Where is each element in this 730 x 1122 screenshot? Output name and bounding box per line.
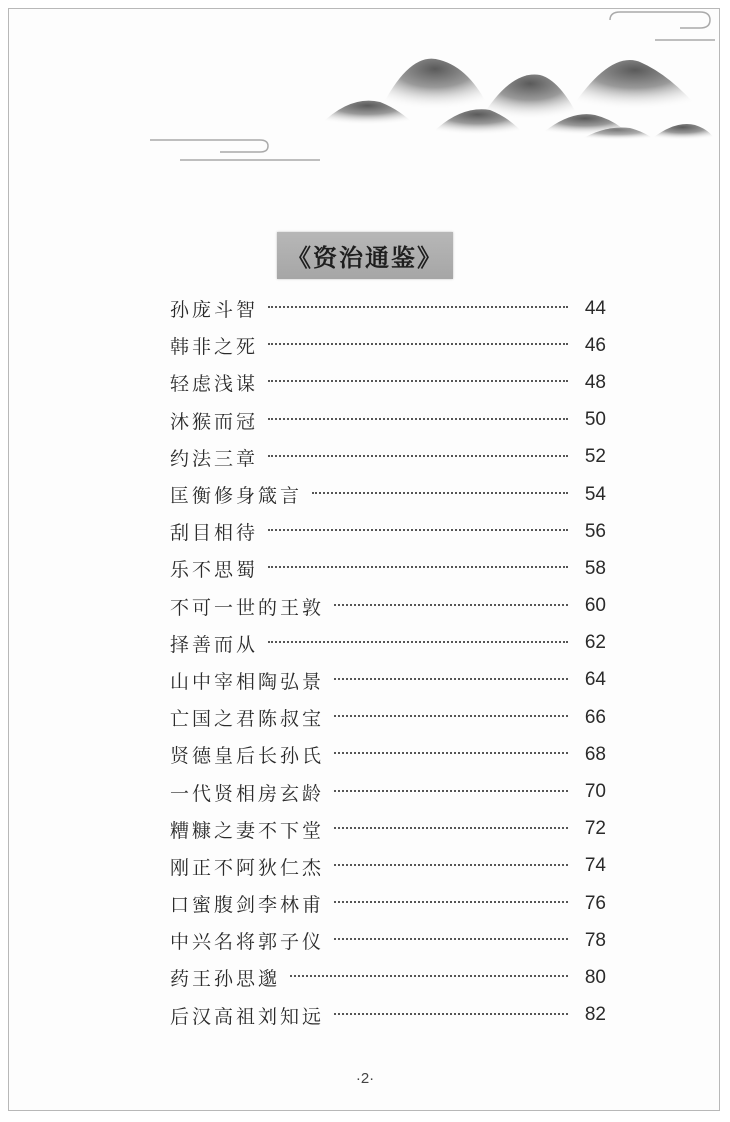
- toc-entry-title: 亡国之君陈叔宝: [170, 708, 325, 731]
- dot-leader: [268, 342, 568, 345]
- dot-leader: [268, 528, 568, 531]
- toc-entry-title: 孙庞斗智: [170, 299, 259, 322]
- toc-entry[interactable]: [170, 773, 606, 810]
- toc-entry-title: 不可一世的王敦: [170, 596, 325, 619]
- toc-entry-page: 56: [584, 520, 606, 542]
- toc-entry[interactable]: [170, 662, 606, 699]
- toc-entry-title: 药王孙思邈: [170, 968, 281, 991]
- toc-entry[interactable]: [170, 513, 606, 550]
- dot-leader: [268, 379, 568, 382]
- footer-page-number: ·2·: [355, 1070, 375, 1087]
- toc-entry-title: 中兴名将郭子仪: [170, 931, 325, 954]
- toc-entry-page: 68: [584, 743, 606, 765]
- toc-entry-title: 轻虑浅谋: [170, 373, 259, 396]
- toc-entry[interactable]: [170, 364, 606, 401]
- toc-entry-page: 62: [584, 632, 606, 654]
- toc-entry-title: 韩非之死: [170, 336, 259, 359]
- toc-entry[interactable]: [170, 439, 606, 476]
- dot-leader: [334, 751, 568, 754]
- toc-entry-title: 糟糠之妻不下堂: [170, 819, 325, 842]
- toc-entry[interactable]: [170, 290, 606, 327]
- toc-entry-page: 50: [584, 409, 606, 431]
- dot-leader: [268, 305, 568, 308]
- dot-leader: [334, 714, 568, 717]
- toc-entry-page: 52: [584, 446, 606, 468]
- mountain-cloud-decoration: [140, 10, 720, 180]
- toc-entry[interactable]: [170, 402, 606, 439]
- toc-entry[interactable]: [170, 625, 606, 662]
- dot-leader: [334, 900, 568, 903]
- section-title: 《资治通鉴》: [277, 232, 453, 279]
- toc-entry-title: 口蜜腹剑李林甫: [170, 894, 325, 917]
- toc-entry[interactable]: [170, 588, 606, 625]
- toc-entry-page: 64: [584, 669, 606, 691]
- toc-entry-title: 刮目相待: [170, 522, 259, 545]
- toc-entry-title: 乐不思蜀: [170, 559, 259, 582]
- toc-entry-title: 沐猴而冠: [170, 410, 259, 433]
- dot-leader: [334, 826, 568, 829]
- dot-leader: [290, 974, 568, 977]
- toc-entry[interactable]: [170, 997, 606, 1034]
- toc-entry-title: 择善而从: [170, 633, 259, 656]
- toc-entry-title: 贤德皇后长孙氏: [170, 745, 325, 768]
- toc-entry-page: 74: [584, 855, 606, 877]
- toc-entry[interactable]: [170, 550, 606, 587]
- toc-entry-page: 48: [584, 371, 606, 393]
- dot-leader: [334, 603, 568, 606]
- dot-leader: [268, 454, 568, 457]
- toc-entry-page: 76: [584, 892, 606, 914]
- dot-leader: [334, 863, 568, 866]
- toc-entry[interactable]: [170, 959, 606, 996]
- toc-entry-page: 70: [584, 781, 606, 803]
- table-of-contents: [170, 290, 606, 1034]
- dot-leader: [268, 640, 568, 643]
- toc-entry[interactable]: [170, 476, 606, 513]
- dot-leader: [268, 417, 568, 420]
- toc-entry[interactable]: [170, 922, 606, 959]
- toc-entry-page: 54: [584, 483, 606, 505]
- dot-leader: [334, 789, 568, 792]
- toc-entry-title: 刚正不阿狄仁杰: [170, 856, 325, 879]
- dot-leader: [268, 565, 568, 568]
- toc-entry-title: 匡衡修身箴言: [170, 485, 303, 508]
- toc-entry-page: 66: [584, 706, 606, 728]
- toc-entry-page: 44: [584, 297, 606, 319]
- section-title-container: [0, 232, 730, 279]
- toc-entry-page: 60: [584, 595, 606, 617]
- toc-entry[interactable]: [170, 811, 606, 848]
- toc-entry-page: 78: [584, 929, 606, 951]
- toc-entry-page: 82: [584, 1004, 606, 1026]
- dot-leader: [312, 491, 568, 494]
- toc-entry-page: 72: [584, 818, 606, 840]
- toc-entry-title: 约法三章: [170, 447, 259, 470]
- dot-leader: [334, 1012, 568, 1015]
- toc-entry[interactable]: [170, 699, 606, 736]
- toc-entry-page: 80: [584, 966, 606, 988]
- toc-entry-page: 46: [584, 334, 606, 356]
- toc-entry-title: 一代贤相房玄龄: [170, 782, 325, 805]
- toc-entry-page: 58: [584, 557, 606, 579]
- toc-entry[interactable]: [170, 327, 606, 364]
- toc-entry[interactable]: [170, 885, 606, 922]
- dot-leader: [334, 677, 568, 680]
- toc-entry[interactable]: [170, 736, 606, 773]
- dot-leader: [334, 937, 568, 940]
- toc-entry-title: 山中宰相陶弘景: [170, 670, 325, 693]
- toc-entry[interactable]: [170, 848, 606, 885]
- toc-entry-title: 后汉高祖刘知远: [170, 1005, 325, 1028]
